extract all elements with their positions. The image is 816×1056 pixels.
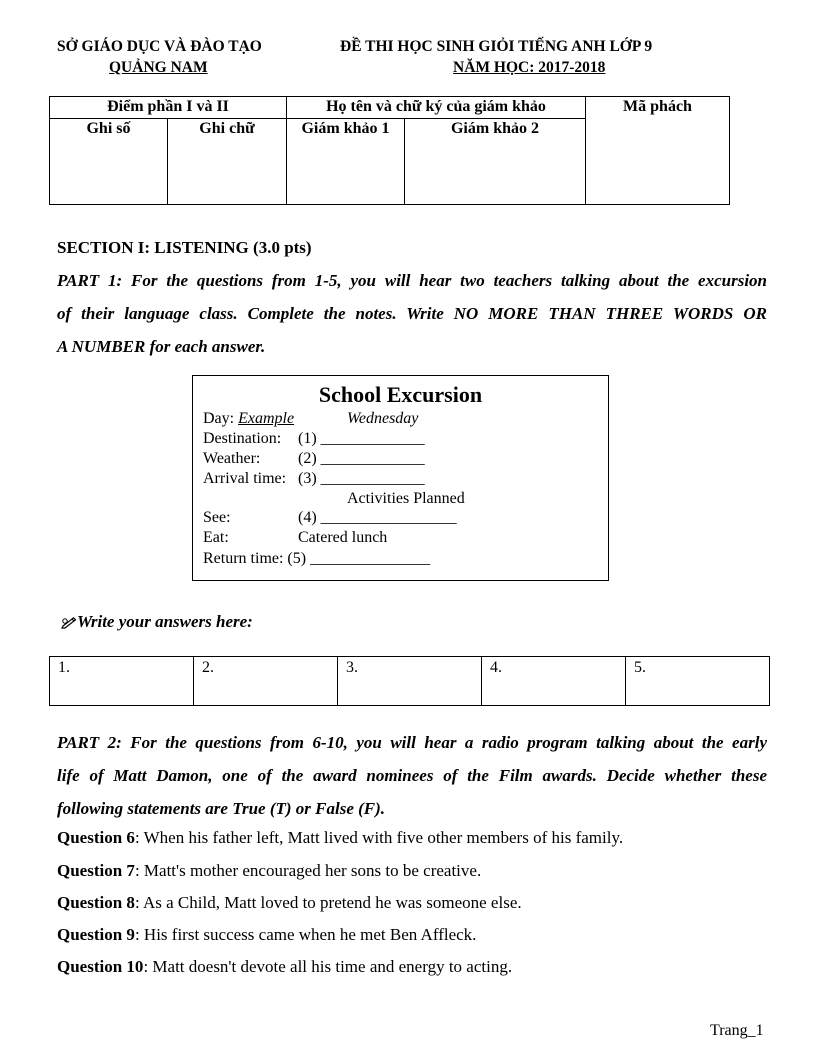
part2-line: life of Matt Damon, one of the award nominees of the Film awards. Decide whether these — [57, 766, 767, 785]
see-blank: (4) _________________ — [298, 509, 457, 526]
answer-prompt-text: Write your answers here: — [77, 612, 253, 631]
return-time-row: Return time: (5) _______________ — [203, 550, 431, 567]
examiners-header: Họ tên và chữ ký của giám khảo — [287, 97, 586, 119]
activities-heading: Activities Planned — [347, 490, 465, 507]
destination-label: Destination: — [203, 430, 282, 447]
answer-cell-3[interactable]: 3. — [338, 657, 482, 706]
points-header: Điểm phần I và II — [50, 97, 287, 119]
answer-prompt — [61, 612, 253, 632]
department-name: SỞ GIÁO DỤC VÀ ĐÀO TẠO — [57, 38, 262, 55]
question-label: Question 9 — [57, 925, 135, 944]
pencil-icon — [61, 615, 77, 629]
part2-line: following statements are True (T) or False (F). — [57, 799, 386, 818]
page-number: Trang_1 — [710, 1022, 764, 1039]
code-header: Mã phách — [586, 97, 730, 205]
examiner1-cell: Giám khảo 1 — [287, 119, 405, 205]
answer-table — [49, 656, 770, 706]
destination-blank: (1) _____________ — [298, 430, 425, 447]
score-number-cell: Ghi số — [50, 119, 168, 205]
province-name: QUẢNG NAM — [109, 59, 208, 76]
arrival-blank: (3) _____________ — [298, 470, 425, 487]
eat-label: Eat: — [203, 529, 229, 546]
question-6 — [57, 827, 623, 849]
day-row — [203, 409, 294, 429]
day-example: Example — [238, 410, 295, 427]
question-label: Question 8 — [57, 893, 135, 912]
question-label: Question 6 — [57, 828, 135, 847]
part1-line: A NUMBER for each answer. — [57, 337, 266, 356]
excursion-notes-box — [192, 375, 609, 581]
day-value: Wednesday — [347, 410, 419, 427]
question-7 — [57, 860, 481, 882]
question-text: : When his father left, Matt lived with five other members of his family. — [134, 828, 624, 847]
score-words-cell: Ghi chữ — [168, 119, 287, 205]
part1-line: of their language class. Complete the notes. Write NO MORE THAN THREE WORDS OR — [57, 304, 767, 323]
excursion-title: School Excursion — [318, 382, 483, 407]
day-label: Day: — [203, 410, 239, 427]
part2-instructions — [57, 726, 767, 825]
question-text: : His first success came when he met Ben Affleck. — [134, 925, 477, 944]
school-year: NĂM HỌC: 2017-2018 — [453, 59, 606, 76]
question-label: Question 7 — [57, 861, 135, 880]
eat-value: Catered lunch — [298, 529, 388, 546]
answer-cell-1[interactable]: 1. — [50, 657, 194, 706]
exam-title: ĐỀ THI HỌC SINH GIỎI TIẾNG ANH LỚP 9 — [340, 38, 653, 55]
section-title: SECTION I: LISTENING (3.0 pts) — [57, 238, 312, 257]
arrival-label: Arrival time: — [203, 470, 287, 487]
question-text: : As a Child, Matt loved to pretend he was someone else. — [134, 893, 522, 912]
question-label: Question 10 — [57, 957, 144, 976]
question-10 — [57, 956, 512, 978]
answer-cell-5[interactable]: 5. — [626, 657, 770, 706]
answer-cell-4[interactable]: 4. — [482, 657, 626, 706]
question-8 — [57, 892, 522, 914]
part2-line: PART 2: For the questions from 6-10, you will hear a radio program talking about the early — [57, 733, 767, 752]
score-table — [49, 96, 730, 205]
weather-blank: (2) _____________ — [298, 450, 425, 467]
question-text: : Matt's mother encouraged her sons to be creative. — [134, 861, 482, 880]
part1-line: PART 1: For the questions from 1-5, you will hear two teachers talking about the excursion — [57, 271, 767, 290]
question-text: : Matt doesn't devote all his time and energy to acting. — [143, 957, 513, 976]
part1-instructions — [57, 264, 767, 363]
examiner2-cell: Giám khảo 2 — [405, 119, 586, 205]
question-9 — [57, 924, 476, 946]
see-label: See: — [203, 509, 231, 526]
answer-cell-2[interactable]: 2. — [194, 657, 338, 706]
weather-label: Weather: — [203, 450, 261, 467]
